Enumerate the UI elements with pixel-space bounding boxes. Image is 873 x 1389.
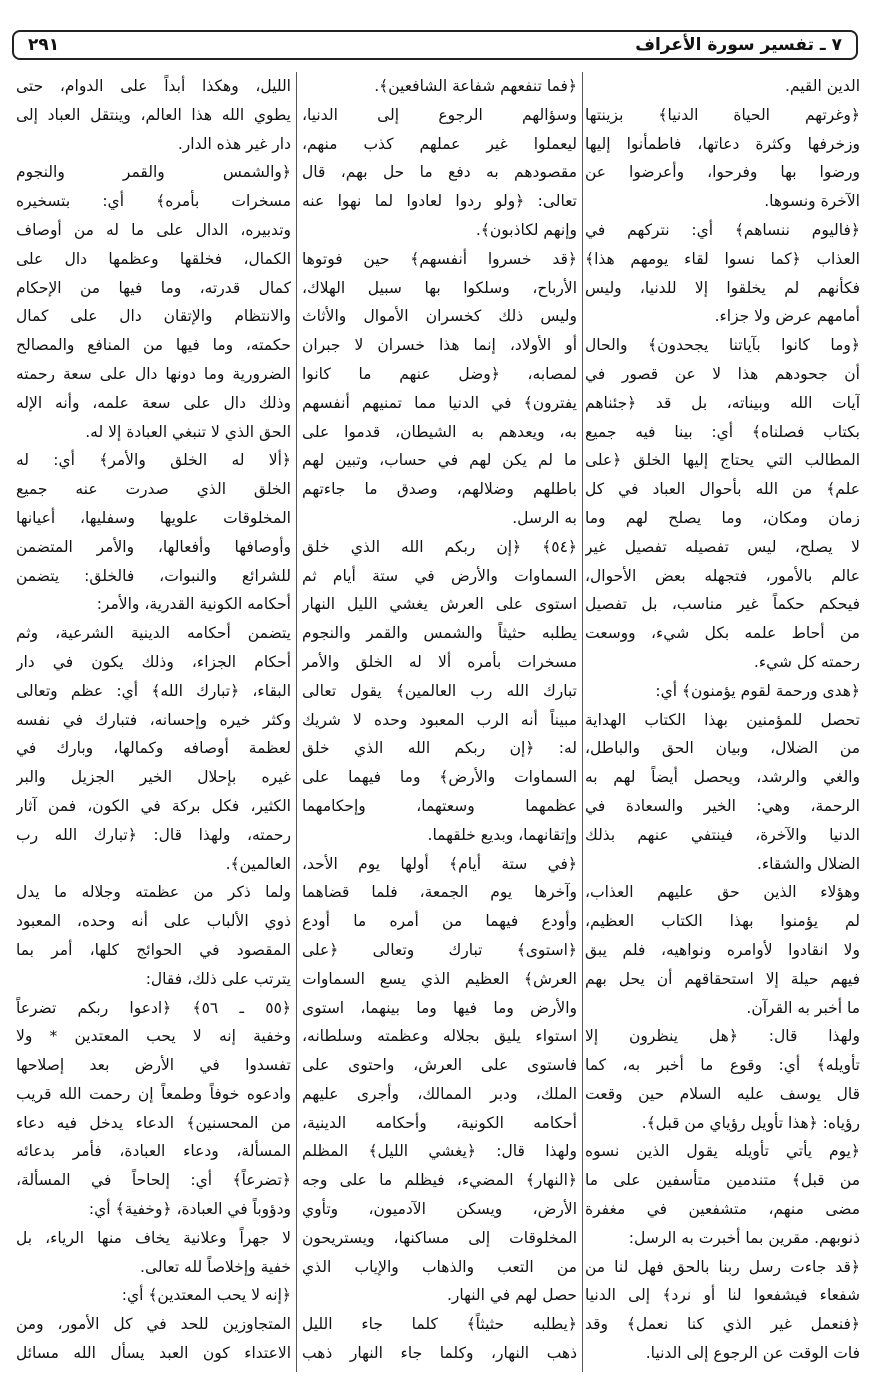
text-line: الخلق الذي صدرت عنه جميع	[16, 480, 291, 499]
text-line: وسؤالهم الرجوع إلى الدنيا،	[302, 105, 577, 124]
text-line: لا يصلح، ليس تفصيله تفصيل غير	[585, 537, 860, 556]
text-line: المطالب التي يحتاج إليها الخلق ﴿على	[585, 451, 860, 470]
column-divider	[296, 72, 297, 1372]
text-line: ﴿٥٥ ـ ٥٦﴾ ﴿ادعوا ربكم تضرعاً	[16, 998, 291, 1017]
text-line: أحكام الجزاء، وذلك يكون في دار	[16, 652, 291, 671]
text-line: ولا انقادوا لأوامره ونواهيه، فلم يبق	[585, 940, 860, 959]
text-line: المسألة، ودعاء العبادة، فأمر بدعائه	[16, 1142, 291, 1161]
text-line: ﴿فما تنفعهم شفاعة الشافعين﴾.	[374, 77, 577, 95]
text-line: ﴿والشمس والقمر والنجوم	[16, 163, 291, 182]
text-line: المقصود في الحوائج كلها، أمر بما	[16, 940, 291, 959]
text-line: باطلهم وضلالهم، وصدق ما جاءتهم	[302, 480, 577, 499]
text-line: لا جهراً وعلانية يخاف منها الرياء، بل	[16, 1228, 291, 1247]
text-line: وهؤلاء الذين حق عليهم العذاب،	[585, 883, 860, 902]
text-line: عالم بالأمور، فتجهله بعض الأحوال،	[585, 566, 860, 585]
text-line: مضى منهم، متشفعين في مغفرة	[585, 1200, 860, 1219]
text-line: وأوصافها وأفعالها، والأمر المتضمن	[16, 537, 291, 556]
text-line: أمامهم عرض ولا جزاء.	[714, 307, 860, 326]
text-column-middle	[302, 72, 577, 1368]
text-line: له: ﴿إن ربكم الله الذي خلق	[302, 739, 577, 758]
text-line: ﴿قد جاءت رسل ربنا بالحق فهل لنا من	[585, 1257, 860, 1276]
text-line: ﴿هدى ورحمة لقوم يؤمنون﴾ أي:	[655, 681, 860, 700]
text-line: فاستوى على العرش، واحتوى على	[302, 1056, 577, 1075]
text-line: ﴿ألا له الخلق والأمر﴾ أي: له	[16, 451, 291, 470]
text-line: دار غير هذه الدار.	[177, 134, 291, 153]
text-line: والانتظام والإتقان دال على كمال	[16, 307, 291, 326]
text-line: الليل، وهكذا أبداً على الدوام، حتى	[16, 77, 291, 95]
text-line: ﴿فاليوم ننساهم﴾ أي: نتركهم في	[585, 220, 860, 239]
text-line: غيره بإحلال الخير الجزيل والبر	[16, 768, 291, 787]
text-line: فات الوقت عن الرجوع إلى الدنيا.	[645, 1344, 860, 1363]
text-line: ﴿٥٤﴾ ﴿إن ربكم الله الذي خلق	[302, 537, 577, 556]
text-line: لمصابه، ﴿وضل عنهم ما كانوا	[302, 364, 577, 383]
text-line: الكمال، فخلقها وعظمها دال على	[16, 249, 291, 268]
text-line: المخلوقات علويها وسفليها، أعيانها	[16, 508, 291, 527]
text-line: ما لم يكن لهم في حساب، وتبين لهم	[302, 451, 577, 470]
text-line: لم يؤمنوا بهذا الكتاب العظيم،	[585, 912, 860, 931]
text-line: خفية وإخلاصاً لله تعالى.	[140, 1257, 291, 1276]
text-line: ﴿وما كانوا بآياتنا يجحدون﴾ والحال	[585, 336, 860, 355]
text-line: السماوات والأرض في ستة أيام ثم	[302, 566, 577, 585]
text-line: المتجاوزين للحد في كل الأمور، ومن	[16, 1315, 291, 1334]
text-line: ليعملوا غير عملهم كذب منهم،	[302, 134, 577, 153]
page-header	[12, 30, 858, 60]
text-line: يطلبه حثيثاً والشمس والقمر والنجوم	[302, 624, 577, 643]
text-line: الحق الذي لا تنبغي العبادة إلا له.	[85, 422, 291, 441]
text-line: الدنيا والآخرة، فينتفي عنهم بذلك	[585, 825, 860, 844]
text-line: فكأنهم لم يخلقوا إلا للدنيا، وليس	[585, 278, 860, 297]
text-line: من قبل﴾ متندمين متأسفين على ما	[585, 1171, 860, 1190]
text-line: حصل لهم في النهار.	[446, 1286, 577, 1305]
text-line: مبيناً أنه الرب المعبود وحده لا شريك	[302, 710, 577, 729]
text-line: تعالى: ﴿ولو ردوا لعادوا لما نهوا عنه	[302, 192, 577, 211]
text-line: آيات الله وبيناته، بل قد ﴿جئناهم	[585, 393, 860, 412]
text-line: رحمته، ولهذا قال: ﴿تبارك الله رب	[16, 825, 291, 844]
text-line: مقصودهم به دفع ما حل بهم، قال	[302, 163, 577, 182]
text-line: ذوي الألباب على أنه وحده، المعبود	[16, 912, 291, 931]
text-line: يتضمن أحكامه الدينية الشرعية، وثم	[16, 624, 291, 643]
text-line: فيهم حيلة إلا استحقاقهم أن يحل بهم	[585, 969, 860, 988]
text-line: ولهذا قال: ﴿يغشي الليل﴾ المظلم	[302, 1142, 577, 1161]
text-line: استوى على العرش يغشي الليل النهار	[302, 595, 577, 614]
text-line: الملك، ودبر الممالك، وأجرى عليهم	[302, 1084, 577, 1103]
text-line: من أحاط علمه بكل شيء، ووسعت	[585, 624, 860, 643]
text-line: شفعاء فيشفعوا لنا أو نرد﴾ إلى الدنيا	[585, 1286, 860, 1305]
text-line: فيحكم حكماً غير مناسب، بل تفصيل	[585, 595, 860, 614]
text-line: يطوي الله هذا العالم، وينتقل العباد إلى	[16, 105, 291, 124]
text-line: يترتب على ذلك، فقال:	[145, 969, 291, 988]
text-line: يفترون﴾ في الدنيا مما تمنيهم أنفسهم	[302, 393, 577, 412]
text-line: ﴿استوى﴾ تبارك وتعالى ﴿على	[302, 940, 577, 959]
text-line: ﴿النهار﴾ المضيء، فيظلم ما على وجه	[302, 1171, 577, 1190]
text-line: الأرض، ويسكن الآدميون، وتأوي	[302, 1200, 577, 1219]
text-line: وأودع فيهما من أمره ما أودع	[302, 912, 577, 931]
text-line: وذلك دال على سعة علمه، وأنه الإله	[16, 393, 291, 412]
column-divider	[582, 72, 583, 1372]
text-line: أن جحودهم هذا لا عن قصور في	[585, 364, 860, 383]
text-line: تبارك الله رب العالمين﴾ يقول تعالى	[302, 681, 577, 700]
text-line: أحكامه الكونية القدرية، والأمر:	[96, 595, 291, 614]
text-line: المخلوقات إلى مساكنها، ويستريحون	[302, 1228, 577, 1247]
text-line: ﴿تضرعاً﴾ أي: إلحاحاً في المسألة،	[16, 1171, 291, 1190]
text-line: لعظمة أوصافه وكمالها، وبارك في	[16, 739, 291, 758]
text-line: الدين القيم.	[785, 77, 860, 95]
text-line: تأويله﴾ أي: وقوع ما أخبر به، كما	[585, 1056, 860, 1075]
text-line: وزخرفها وكثرة دعاتها، فاطمأنوا إليها	[585, 134, 860, 153]
text-line: والأرض وما فيها وما بينهما، استوى	[302, 998, 577, 1017]
text-line: وإتقانهما، وبديع خلقهما.	[427, 825, 577, 844]
text-line: عظمهما وسعتهما، وإحكامهما	[302, 796, 577, 815]
text-line: ﴿في ستة أيام﴾ أولها يوم الأحد،	[302, 854, 577, 873]
text-line: استواء يليق بجلاله وعظمته وسلطانه،	[302, 1027, 577, 1046]
text-line: وآخرها يوم الجمعة، فلما قضاهما	[302, 883, 577, 902]
text-line: الاعتداء كون العبد يسأل الله مسائل	[16, 1344, 291, 1363]
text-line: السماوات والأرض﴾ وما فيهما على	[302, 768, 577, 787]
text-line: تحصل للمؤمنين بهذا الكتاب الهداية	[585, 710, 860, 729]
text-line: ﴿يطلبه حثيثاً﴾ كلما جاء الليل	[302, 1315, 577, 1334]
text-line: ﴿فنعمل غير الذي كنا نعمل﴾ وقد	[585, 1315, 860, 1334]
page-number: ٢٩١	[28, 35, 60, 55]
text-line: ﴿قد خسروا أنفسهم﴾ حين فوتوها	[302, 249, 577, 268]
text-line: البقاء، ﴿تبارك الله﴾ أي: عظم وتعالى	[16, 681, 291, 700]
text-line: ما أخبر به القرآن.	[746, 998, 860, 1017]
text-line: أو الأولاد، إنما هذا خسران لا جبران	[302, 336, 577, 355]
text-line: وليس ذلك كخسران الأموال والأثاث	[302, 307, 577, 326]
text-line: الكثير، فكل بركة في الكون، فمن آثار	[16, 796, 291, 815]
text-line: للشرائع والنبوات، فالخلق: يتضمن	[16, 566, 291, 585]
text-line: أحكامه الكونية، وأحكامه الدينية،	[302, 1113, 577, 1132]
text-line: ﴿يوم يأتي تأويله يقول الذين نسوه	[585, 1142, 860, 1161]
text-line: رؤياه: ﴿هذا تأويل رؤياي من قبل﴾.	[641, 1113, 860, 1132]
text-line: العذاب ﴿كما نسوا لقاء يومهم هذا﴾	[585, 249, 860, 268]
text-line: علم﴾ من الله بأحوال العباد في كل	[585, 480, 860, 499]
text-line: به الرسل.	[512, 508, 577, 527]
text-line: وإنهم لكاذبون﴾.	[475, 220, 577, 239]
text-column-right	[585, 72, 860, 1368]
text-line: ودؤوباً في العبادة، ﴿وخفية﴾ أي:	[88, 1200, 291, 1219]
text-line: كمال قدرته، وما فيها من الإحكام	[16, 278, 291, 297]
text-line: العالمين﴾.	[225, 854, 291, 873]
chapter-title: ٧ ـ تفسير سورة الأعراف	[635, 35, 842, 55]
text-line: زمان ومكان، وما يصلح لهم وما	[585, 508, 860, 527]
text-line: وادعوه خوفاً وطمعاً إن رحمت الله قريب	[16, 1084, 291, 1103]
text-line: قال يوسف عليه السلام حين وقعت	[585, 1084, 860, 1103]
text-line: ولهذا قال: ﴿هل ينظرون إلا	[585, 1027, 860, 1046]
text-line: بكتاب فصلناه﴾ أي: بينا فيه جميع	[585, 422, 860, 441]
text-line: ذنوبهم. مقرين بما أخبرت به الرسل:	[628, 1228, 860, 1247]
text-line: والغي والرشد، ويحصل أيضاً لهم به	[585, 768, 860, 787]
text-line: مسخرات بأمره﴾ أي: بتسخيره	[16, 192, 291, 211]
text-line: رحمته كل شيء.	[753, 652, 860, 671]
text-line: الأرباح، وسلكوا بها سبيل الهلاك،	[302, 278, 577, 297]
text-line: الرحمة، وهي: الخير والسعادة في	[585, 796, 860, 815]
text-line: الضرورية وما دونها دال على سعة رحمته	[16, 364, 291, 383]
text-line: ﴿إنه لا يحب المعتدين﴾ أي:	[121, 1286, 291, 1305]
text-line: من التعب والذهاب والإياب الذي	[302, 1257, 577, 1276]
text-line: من الضلال، وبيان الحق والباطل،	[585, 739, 860, 758]
text-line: العرش﴾ العظيم الذي يسع السماوات	[302, 969, 577, 988]
text-column-left	[16, 72, 291, 1368]
text-line: وتدبيره، الدال على ما له من أوصاف	[16, 220, 291, 239]
text-line: ذهب النهار، وكلما جاء النهار ذهب	[302, 1344, 577, 1363]
text-line: من المحسنين﴾ الدعاء يدخل فيه دعاء	[16, 1113, 291, 1132]
text-line: الآخرة ونسوها.	[764, 192, 860, 211]
text-line: الضلال والشقاء.	[756, 854, 860, 873]
text-line: وخفية إنه لا يحب المعتدين * ولا	[16, 1027, 291, 1046]
text-line: مسخرات بأمره ألا له الخلق والأمر	[302, 652, 577, 671]
text-line: وكثر خيره وإحسانه، فتبارك في نفسه	[16, 710, 291, 729]
text-line: حكمته، وما فيها من المنافع والمصالح	[16, 336, 291, 355]
text-line: ﴿وغرتهم الحياة الدنيا﴾ بزينتها	[585, 105, 860, 124]
text-line: ولما ذكر من عظمته وجلاله ما يدل	[16, 883, 291, 902]
text-line: تفسدوا في الأرض بعد إصلاحها	[16, 1056, 291, 1075]
text-line: به، ويعدهم به الشيطان، قدموا على	[302, 422, 577, 441]
text-line: ورضوا بها وفرحوا، وأعرضوا عن	[585, 163, 860, 182]
